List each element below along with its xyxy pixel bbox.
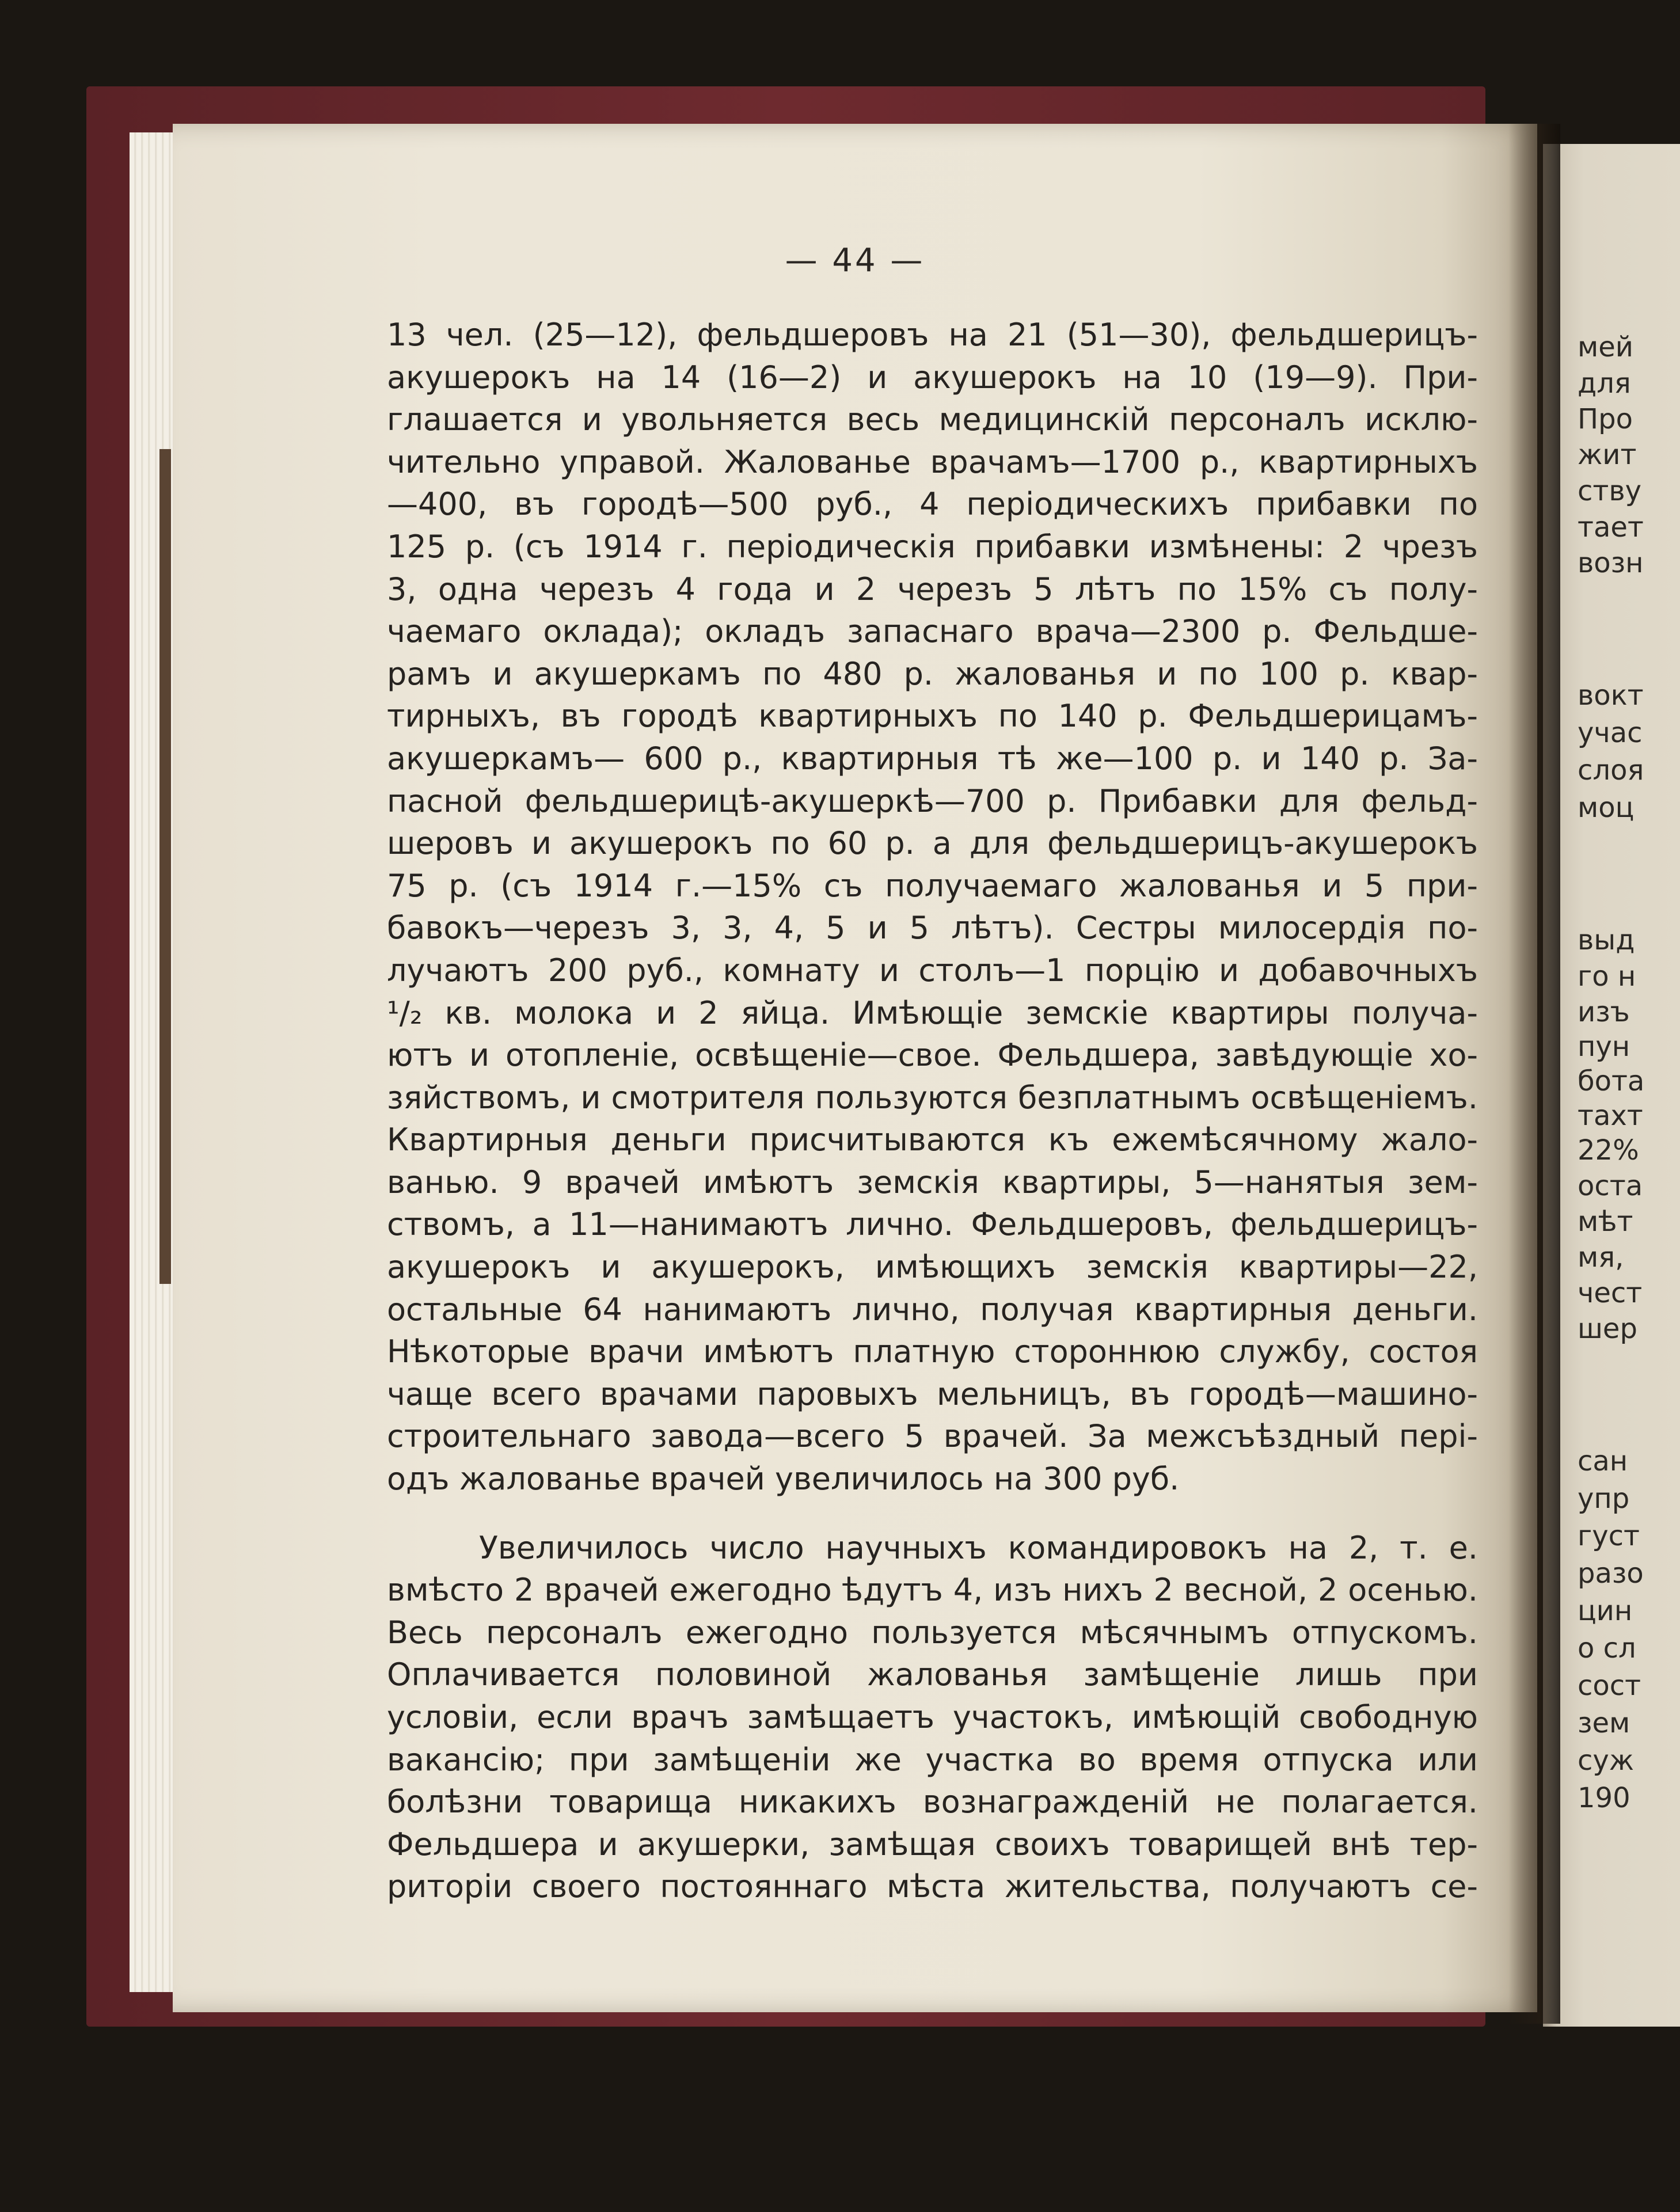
text-line: Весь персоналъ ежегодно пользуется мѣсячнымъ отпускомъ.: [387, 1614, 1478, 1651]
text-line: Оплачивается половиной жалованья замѣщеніе лишь при: [387, 1656, 1478, 1693]
text-line: 13 чел. (25—12), фельдшеровъ на 21 (51—30), фельдшерицъ-: [387, 317, 1478, 353]
text-line: Квартирныя деньги присчитываются къ ежемѣсячному жало-: [387, 1122, 1478, 1158]
text-line: рамъ и акушеркамъ по 480 р. жалованья и по 100 р. квар-: [387, 655, 1478, 692]
facing-page-fragment: слоя: [1578, 754, 1644, 786]
facing-page-fragment: сан: [1578, 1445, 1628, 1477]
text-line: ствомъ, а 11—нанимаютъ лично. Фельдшеровъ, фельдшерицъ-: [387, 1206, 1478, 1243]
facing-page-fragment: тает: [1578, 511, 1644, 544]
text-line: чаще всего врачами паровыхъ мельницъ, въ городѣ—машино-: [387, 1375, 1478, 1412]
facing-page-fragment: мей: [1578, 331, 1633, 363]
facing-page-fragment: оста: [1578, 1170, 1643, 1202]
text-line: болѣзни товарища никакихъ вознагражденій не полагается.: [387, 1784, 1478, 1820]
facing-page-fragment: упр: [1578, 1483, 1630, 1515]
text-line: акушерокъ и акушерокъ, имѣющихъ земскія квартиры—22,: [387, 1249, 1478, 1286]
facing-page-fragment: пун: [1578, 1031, 1630, 1063]
facing-page-fragment: сост: [1578, 1670, 1641, 1702]
facing-page-fragment: учас: [1578, 717, 1643, 749]
facing-page-fragment: изъ: [1578, 996, 1630, 1028]
text-line: чаемаго оклада); окладъ запаснаго врача—2300 р. Фельдше-: [387, 613, 1478, 650]
text-line: ютъ и отопленіе, освѣщеніе—свое. Фельдшера, завѣдующіе хо-: [387, 1037, 1478, 1074]
text-line: одъ жалованье врачей увеличилось на 300 руб.: [387, 1461, 1180, 1498]
facing-page-fragment: мя,: [1578, 1241, 1624, 1274]
text-line: Фельдшера и акушерки, замѣщая своихъ товарищей внѣ тер-: [387, 1826, 1478, 1863]
facing-page-fragment: бота: [1578, 1065, 1645, 1097]
facing-page-fragment: мѣт: [1578, 1206, 1633, 1238]
page-number: — 44 —: [785, 242, 925, 279]
facing-page-text: [1578, 0, 1680, 2212]
text-line: —400, въ городѣ—500 руб., 4 періодическихъ прибавки по: [387, 486, 1478, 523]
book-page: [173, 124, 1537, 2012]
facing-page-fragment: шер: [1578, 1313, 1637, 1345]
page-body-text: [387, 314, 1478, 1908]
facing-page-fragment: тахт: [1578, 1100, 1643, 1132]
text-line: ¹/₂ кв. молока и 2 яйца. Имѣющіе земскіе квартиры получа-: [387, 994, 1478, 1031]
text-line: зяйствомъ, и смотрителя пользуются безплатнымъ освѣщеніемъ.: [387, 1079, 1478, 1116]
facing-page-fragment: 22%: [1578, 1134, 1639, 1166]
facing-page-fragment: 190: [1578, 1782, 1630, 1814]
facing-page-fragment: чест: [1578, 1277, 1643, 1309]
text-line: тирныхъ, въ городѣ квартирныхъ по 140 р. Фельдшерицамъ-: [387, 698, 1478, 735]
facing-page-fragment: вокт: [1578, 679, 1644, 712]
text-line: вакансію; при замѣщеніи же участка во время отпуска или: [387, 1741, 1478, 1778]
text-line: ванью. 9 врачей имѣютъ земскія квартиры, 5—нанятыя зем-: [387, 1164, 1478, 1200]
text-line: лучаютъ 200 руб., комнату и столъ—1 порцію и добавочныхъ: [387, 952, 1478, 989]
facing-page-fragment: го н: [1578, 960, 1636, 993]
facing-page-fragment: суж: [1578, 1744, 1635, 1777]
facing-page-fragment: жит: [1578, 439, 1637, 471]
text-line: 75 р. (съ 1914 г.—15% съ получаемаго жалованья и 5 при-: [387, 867, 1478, 904]
facing-page-fragment: выд: [1578, 924, 1635, 956]
facing-page-fragment: зем: [1578, 1707, 1630, 1739]
text-line: акушерокъ на 14 (16—2) и акушерокъ на 10 (19—9). При-: [387, 359, 1478, 396]
paragraph-gap: [387, 1500, 1478, 1527]
text-line: чительно управой. Жалованье врачамъ—1700 р., квартирныхъ: [387, 443, 1478, 480]
facing-page-fragment: для: [1578, 367, 1631, 400]
facing-page-fragment: разо: [1578, 1557, 1644, 1590]
facing-page-fragment: Про: [1578, 403, 1633, 435]
text-line: риторіи своего постояннаго мѣста жительства, получаютъ се-: [387, 1868, 1478, 1905]
text-line: шеровъ и акушерокъ по 60 р. а для фельдшерицъ-акушерокъ: [387, 825, 1478, 862]
text-line: бавокъ—черезъ 3, 3, 4, 5 и 5 лѣтъ). Сестры милосердія по-: [387, 910, 1478, 947]
spine-shadow: [1508, 124, 1560, 2024]
text-line: Нѣкоторые врачи имѣютъ платную стороннюю службу, состоя: [387, 1333, 1478, 1370]
text-line: пасной фельдшерицѣ-акушеркѣ—700 р. Прибавки для фельд-: [387, 782, 1478, 819]
facing-page-fragment: о сл: [1578, 1632, 1636, 1664]
facing-page-fragment: ству: [1578, 475, 1642, 507]
text-line: 125 р. (съ 1914 г. періодическія прибавки измѣнены: 2 чрезъ: [387, 528, 1478, 565]
text-line: вмѣсто 2 врачей ежегодно ѣдутъ 4, изъ нихъ 2 весной, 2 осенью.: [387, 1572, 1478, 1609]
page-margin-shadow: [159, 449, 171, 1284]
facing-page-fragment: возн: [1578, 547, 1644, 579]
text-line: акушеркамъ— 600 р., квартирныя тѣ же—100 р. и 140 р. За-: [387, 740, 1478, 777]
text-line: 3, одна черезъ 4 года и 2 черезъ 5 лѣтъ по 15% съ полу-: [387, 571, 1478, 607]
facing-page-fragment: цин: [1578, 1595, 1633, 1627]
text-line: Увеличилось число научныхъ командировокъ на 2, т. е.: [479, 1529, 1478, 1566]
text-line: остальные 64 нанимаютъ лично, получая квартирныя деньги.: [387, 1291, 1478, 1328]
text-line: условіи, если врачъ замѣщаетъ участокъ, имѣющій свободную: [387, 1699, 1478, 1735]
facing-page-fragment: густ: [1578, 1520, 1640, 1552]
text-line: строительнаго завода—всего 5 врачей. За межсъѣздный пері-: [387, 1418, 1478, 1455]
facing-page-fragment: моц: [1578, 792, 1635, 824]
text-line: глашается и увольняется весь медицинскій персоналъ исклю-: [387, 401, 1478, 438]
